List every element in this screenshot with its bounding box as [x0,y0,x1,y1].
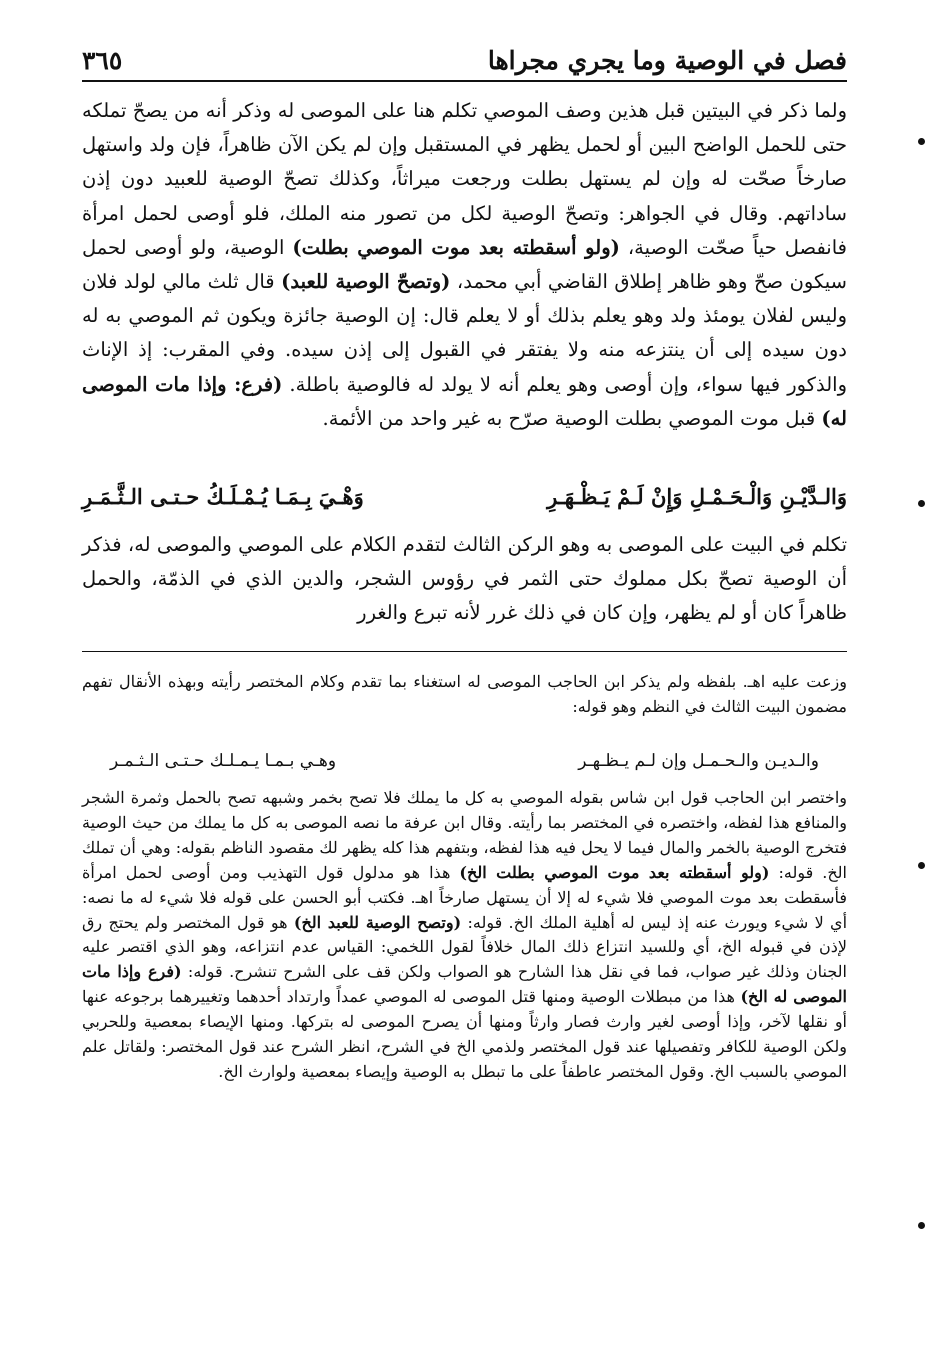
verse-second-hemistich: وَالـدَّيْـنِ وَالْـحَـمْـلِ وَإِنْ لَـمْ يَـظْـهَـرِ [547,484,847,509]
footnote-intro-text: وزعت عليه اهـ. بلفظه ولم يذكر ابن الحاجب الموصى له استغناء بما تقدم وكلام المختصر رأيته وبهذه الأنقال تفهم مضمون البيت الثالث في النظم وهو قوله: [82,672,847,716]
margin-mark [918,500,925,507]
bold-quotation: (ولو أسقطته بعد موت الموصي بطلت) [292,235,620,259]
footnote-verse-first-hemistich: وهـي بـمـا يـمـلـك حـتـى الـثـمـر [110,751,337,771]
bold-quotation: (وتصحّ الوصية للعبد) [281,270,451,294]
bold-quotation: (ولو أسقطته بعد موت الموصي بطلت الخ) [459,862,770,882]
bold-quotation: (وتصح الوصية للعبد الخ) [293,912,462,932]
text-run: ولما ذكر في البيتين قبل هذين وصف الموصي تكلم هنا على الموصى له وذكر أنه من يصحّ تملكه حتى للحمل الواضح البين أو لحمل يظهر في المستقبل وإن لم يكن الآن ظاهراً، فإن ولد واستهل صارخاً صحّت له وإن لم يستهل بطلت ورجعت ميراثاً، وكذلك تصحّ الوصية للعبيد دون إذن ساداتهم. وقال في الجواهر: وتصحّ الوصية لكل من تصور منه الملك، فلو أوصى لحمل امرأة فانفصل حياً صحّت الوصية، [82,99,847,259]
margin-mark [918,862,925,869]
poem-verse [82,484,847,520]
text-run: الوصية، ولو أوصى لحمل سيكون صحّ وهو ظاهر إطلاق القاضي أبي محمد، [82,235,847,294]
page-header [82,40,847,82]
footnote-verse-second-hemistich: والـديـن والـحـمـل وإن لـم يـظـهـر [578,751,819,771]
text-run: هذا من مبطلات الوصية ومنها قتل الموصى له الموصي عمداً وارتداد أحدهما وتغييرهما برجوعه عنها أو نقلها لآخر، وإذا أوصى لغير وارث فصار وارثاً ومنها أن يصرح الموصى له بتركها. ومنها الإيصاء بمعصية وللحربي ولكن الوصية للكافر وتفصيلها عند قول المختصر ولذمي الخ في الشرح، انظر الشرح عند قول المختصر: ولقاتل علم الموصي بالسبب الخ. وقول المختصر عاطفاً على ما تبطل به الوصية وإيصاء بمعصية ولوارث الخ. [82,987,847,1081]
text-run: قال ثلث مالي لولد فلان وليس لفلان يومئذ ولد وهو يعلم بذلك أو لا يعلم قال: إن الوصية جائزة ويكون ثم الموصي به له دون سيده إلى أن ينتزعه منه ولا يفتقر في القبول إلى إذن سيده. وفي المقرب: إذ الإناث والذكور فيها سواء، وإن أوصى وهو يعلم أنه لا يولد له فالوصية باطلة. [82,270,847,396]
paragraph-2-text: تكلم في البيت على الموصى به وهو الركن الثالث لتقدم الكلام على الموصي والموصى له، فذكر أن الوصية تصحّ بكل مملوك حتى الثمر في رؤوس الشجر، والدين الذي في الذمّة، والحمل ظاهراً كان أو لم يظهر، وإن كان في ذلك غرر لأنه تبرع والغرر [82,533,847,625]
footnote-divider [82,651,847,652]
footnote-intro [82,669,847,719]
bold-quotation: (فرع وإذا مات الموصى له الخ) [82,962,848,1007]
bold-quotation: (فرع: وإذا مات الموصى له) [82,372,847,430]
margin-mark [918,1222,925,1229]
main-paragraph-2 [82,528,847,631]
main-paragraph-1 [82,94,847,436]
text-run: قبل موت الموصي بطلت الوصية صرّح به غير واحد من الأئمة. [322,406,822,430]
paragraph-1-text [82,94,847,436]
footnote-verse [82,751,847,779]
chapter-title: فصل في الوصية وما يجري مجراها [487,45,847,75]
footnote-body [82,786,847,1085]
text-run: واختصر ابن الحاجب قول ابن شاس بقوله الموصي به كل ما يملك فلا تصح بخمر وشبهه تصح بالحمل وثمرة الشجر والمنافع هذا لفظه، واختصره في المختصر بما رأيته. وقال ابن عرفة ما نصه الموصى به كل ما يملك من حيث الوصية فتخرج الوصية بالخمر والمال فيما لا يحل فيه هذا لفظه، وبتفهم هذا كله يظهر لك مقصود الناظم بقوله: وهي أن تملك الخ. قوله: [82,788,848,882]
footnote-body-text [82,786,847,1085]
text-run: هذا هو مدلول قول التهذيب ومن أوصى لحمل امرأة فأسقطت بعد موت الموصي فلا شيء له إلا أن يستهل صارخاً اهـ. فكتب أبو الحسن على قوله فلا شيء له ما نصه: أي لا شيء ويورث عنه إذ ليس له أهلية الملك الخ. قوله: [82,862,848,932]
text-run: هو قول المختصر ولم يحتج رق لإذن في قبوله الخ، أي وللسيد انتزاع ذلك المال خلافاً لقول اللخمي: القياس عدم انتزاعه، وهو الذي اقتصر عليه الجنان وذلك غير صواب، فما في نقل هذا الشارح هو الصواب ولكن قف على الشرح تنشرح. قوله: [82,912,848,982]
margin-mark [918,138,925,145]
verse-first-hemistich: وَهْـيَ بِـمَـا يُـمْـلَـكُ حـتـى الـثَّـمَـرِ [82,484,364,509]
page-number: ٣٦٥ [82,45,123,75]
